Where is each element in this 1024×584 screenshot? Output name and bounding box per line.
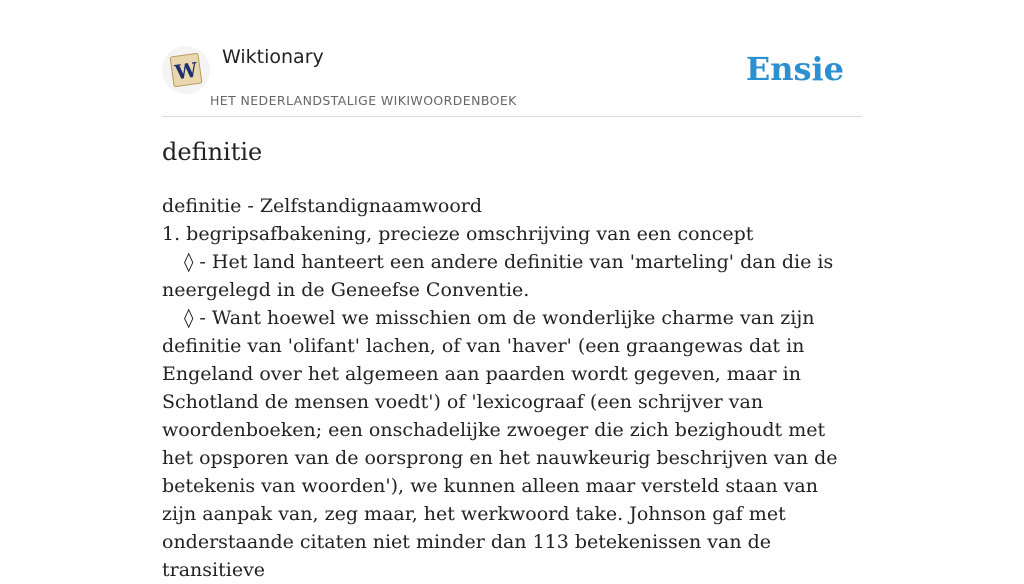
- site-name[interactable]: Wiktionary: [222, 46, 324, 68]
- example-sentence: ◊ - Het land hanteert een andere definitie van 'marteling' dan die is neergelegd in de Geneefse Conventie.: [162, 251, 834, 301]
- definition-line: 1. begripsafbakening, precieze omschrijving van een concept: [162, 223, 754, 245]
- example-sentence: ◊ - Want hoewel we misschien om de wonderlijke charme van zijn definitie van 'olifant' lachen, of van 'haver' (een graangewas dat in Engeland over het algemeen aan paarden wordt gegeven, maar in Schotland de mensen voedt') of 'lexicograaf (een schrijver van woordenboeken; een onschadelijke zwoeger die zich bezighoudt met het opsporen van de oorsprong en het nauwkeurig beschrijven van de betekenis van woorden'), we kunnen alleen maar versteld staan van zijn aanpak van, zeg maar, het werkwoord take. Johnson gaf met onderstaande citaten niet minder dan 113 betekenissen van de transitieve: [162, 307, 838, 581]
- site-tagline: HET NEDERLANDSTALIGE WIKIWOORDENBOEK: [210, 93, 517, 108]
- page-title: definitie: [162, 138, 263, 166]
- word-class-line: definitie - Zelfstandignaamwoord: [162, 195, 483, 217]
- logo-tile-icon: [162, 46, 210, 94]
- definition-entry: [162, 192, 852, 584]
- wiktionary-logo-icon[interactable]: [162, 46, 210, 94]
- logo-letter: W: [173, 57, 199, 85]
- ensie-brand-link[interactable]: Ensie: [745, 50, 844, 88]
- page: [162, 0, 862, 581]
- site-header: [162, 0, 862, 117]
